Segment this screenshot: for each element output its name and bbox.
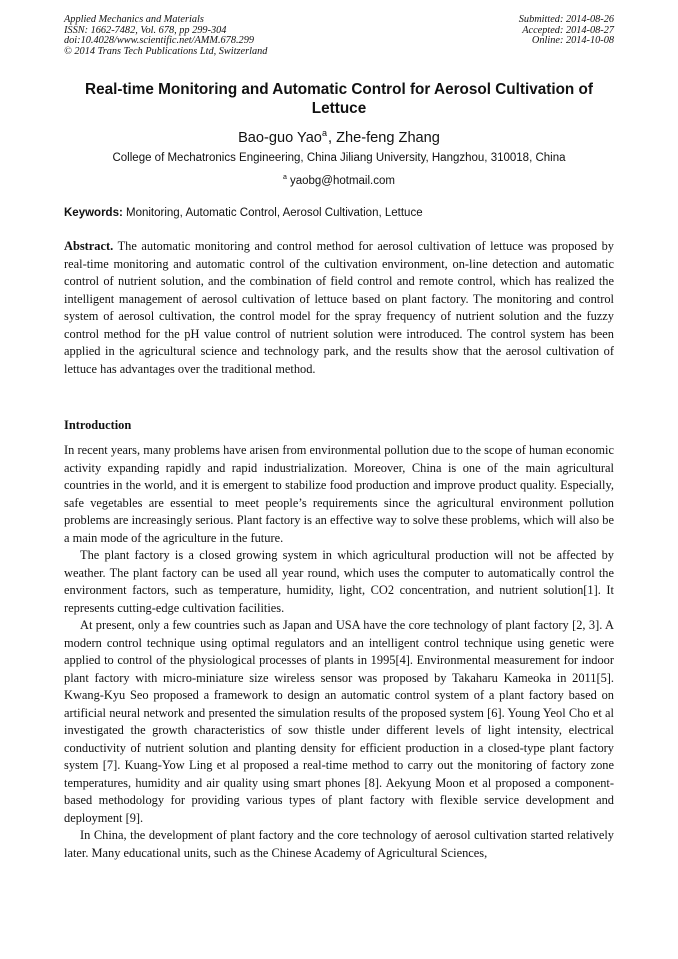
abstract-paragraph (64, 238, 614, 378)
abstract-label: Abstract. (64, 239, 114, 253)
email-line (64, 171, 614, 188)
abstract (64, 238, 614, 378)
issn-line: ISSN: 1662-7482, Vol. 678, pp 299-304 (64, 24, 227, 36)
author-name: Bao-guo Yao (238, 130, 322, 146)
affiliation: College of Mechatronics Engineering, China Jiliang University, Hangzhou, 310018, China (112, 152, 566, 164)
journal-name: Applied Mechanics and Materials (64, 14, 204, 25)
author-line (64, 124, 614, 147)
abstract-text: The automatic monitoring and control method for aerosol cultivation of lettuce was proposed by real-time monitoring and automatic control of the cultivation environment, on-line detection and automatic control of nutrient solution, and the combination of field control and remote control, which has realized the intelligent management of aerosol cultivation of lettuce based on plant factory. The monitoring and control system of aerosol cultivation, the control model for the spray frequency of nutrient solution and the fuzzy control method for the pH value control of nutrient solution were introduced. The control system has been applied in the agricultural science and technology park, and the results show that the aerosol cultivation of lettuce has advantages over the traditional method. (64, 239, 614, 376)
online-date: Online: 2014-10-08 (531, 35, 614, 47)
doi-line: doi:10.4028/www.scientific.net/AMM.678.299 (64, 35, 254, 47)
paragraph: In recent years, many problems have arisen from environmental pollution due to the scope of human economic activity expanding rapidly and rapid industrialization. Moreover, China is one of the main agricultural countries in the world, and it is emergent to stabilize food production and improve product quality. Especially, safe vegetables are essential to meet people’s requirements since the agricultural environment pollution problems are increasingly serious. Plant factory is an effective way to solve these problems, which will also be a main mode of the agriculture in the future. (64, 443, 614, 545)
keywords (64, 206, 614, 220)
author-name: Zhe-feng Zhang (336, 130, 440, 146)
email-address[interactable]: yaobg@hotmail.com (289, 175, 395, 187)
email-mark: a (283, 174, 287, 181)
submitted-date: Submitted: 2014-08-26 (518, 14, 614, 25)
journal-info (64, 15, 267, 57)
section-heading-introduction: Introduction (64, 418, 132, 432)
copyright-line: © 2014 Trans Tech Publications Ltd, Switzerland (64, 45, 268, 57)
paragraph: The plant factory is a closed growing system in which agricultural production will not be affected by weather. The plant factory can be used all year round, which uses the computer to automatically control the environment factors, such as temperature, humidity, light, CO2 concentration, and nutrient solution[1]. It represents cutting-edge cultivation facilities. (64, 548, 614, 615)
keywords-label: Keywords: (64, 207, 123, 219)
paragraph: At present, only a few countries such as Japan and USA have the core technology of plant factory [2, 3]. A modern control technique using optimal regulators and an intelligent control technique using genetic were applied to control of the physiological processes of plants in 1995[4]. Environmental measurement for indoor plant factory with micro-miniature size wireless sensor was proposed by Takaharu Kameoka in 2011[5]. Kwang-Kyu Seo proposed a framework to design an automatic control system of a plant factory based on artificial neural network and presented the simulation results of the proposed system [6]. Young Yeol Cho et al investigated the growth characteristics of sow thistle under different levels of light intensity, electrical conductivity of nutrient solution and planting density for efficient production in a closed-type plant factory system [7]. Kuang-Yow Ling et al proposed a real-time method to carry out the monitoring of factory zone temperatures, humidity and air quality using smart phones [8]. Aekyung Moon et al proposed a component-based methodology for providing various types of plant factory with flexible service development and deployment [9]. (64, 618, 614, 825)
accepted-date: Accepted: 2014-08-27 (522, 24, 614, 36)
paragraph: In China, the development of plant factory and the core technology of aerosol cultivation started relatively later. Many educational units, such as the Chinese Academy of Agricultural Sciences, (64, 828, 614, 860)
author-separator: , (327, 130, 337, 146)
keywords-text: Monitoring, Automatic Control, Aerosol Cultivation, Lettuce (122, 207, 423, 219)
introduction-body (64, 442, 614, 862)
publication-dates (519, 15, 614, 47)
paper-title: Real-time Monitoring and Automatic Control for Aerosol Cultivation of Lettuce (85, 81, 593, 117)
author-mark: a (321, 128, 327, 138)
